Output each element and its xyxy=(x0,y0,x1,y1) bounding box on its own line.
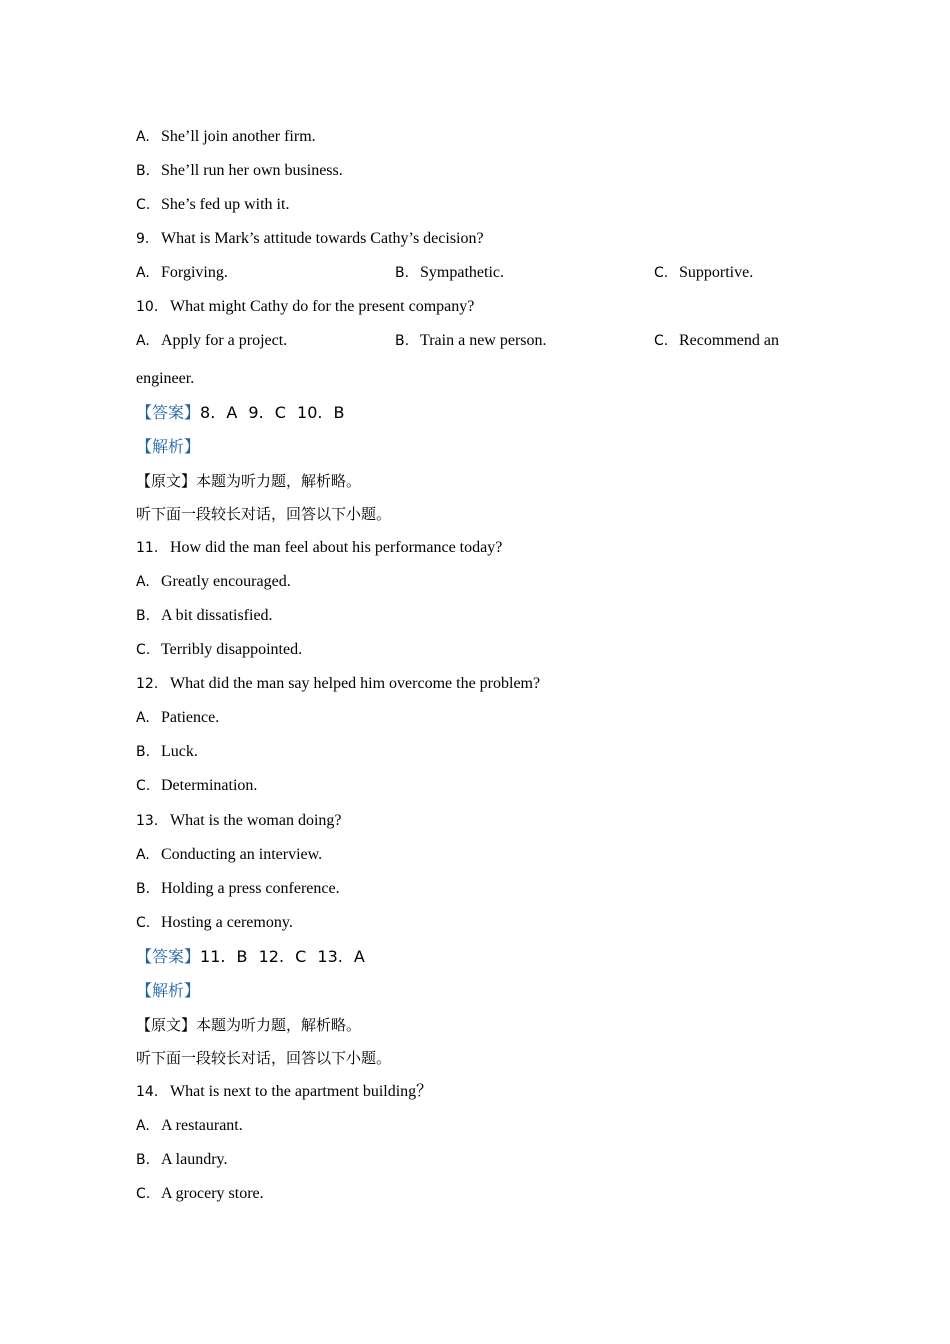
q10-question xyxy=(136,297,474,317)
original-text-note: 【原文】本题为听力题，解析略。 xyxy=(136,1016,362,1034)
q12-option-c xyxy=(136,776,257,796)
question-text: What might Cathy do for the present company? xyxy=(170,298,475,315)
option-text: Forgiving. xyxy=(161,264,228,281)
option-text: Conducting an interview. xyxy=(161,846,323,863)
option-text: Holding a press conference. xyxy=(161,880,340,897)
option-text: Sympathetic. xyxy=(420,264,504,281)
q9-question xyxy=(136,229,484,249)
option-label: B. xyxy=(136,881,151,897)
option-label: C. xyxy=(136,197,151,213)
question-text: How did the man feel about his performance today? xyxy=(170,539,503,556)
question-text: What is next to the apartment building？ xyxy=(170,1083,433,1100)
option-text: Luck. xyxy=(161,743,198,760)
answer-tag: 【答案】 xyxy=(136,403,201,422)
option-label: B. xyxy=(136,163,151,179)
q8-option-c xyxy=(136,195,289,215)
option-label: B. xyxy=(395,265,410,281)
option-label: C. xyxy=(136,642,151,658)
option-text: She’ll join another firm. xyxy=(161,128,316,145)
option-label: C. xyxy=(136,1186,151,1202)
option-text: Greatly encouraged. xyxy=(161,573,291,590)
q8-option-b xyxy=(136,161,343,181)
option-text: Terribly disappointed. xyxy=(161,641,303,658)
question-text: What is the woman doing? xyxy=(170,812,342,829)
option-text: Hosting a ceremony. xyxy=(161,914,293,931)
q10-option-a xyxy=(136,331,287,351)
option-text: A laundry. xyxy=(161,1151,228,1168)
q9-option-c xyxy=(654,263,753,283)
question-number: 13. xyxy=(136,813,159,829)
option-label: A. xyxy=(136,710,150,726)
answer-tag: 【答案】 xyxy=(136,947,201,966)
q11-option-a xyxy=(136,572,291,592)
option-label: A. xyxy=(136,129,150,145)
section-intro: 听下面一段较长对话，回答以下小题。 xyxy=(136,505,392,523)
question-number: 10. xyxy=(136,299,159,315)
option-label: B. xyxy=(136,744,151,760)
q12-question xyxy=(136,674,540,694)
option-label: A. xyxy=(136,1118,150,1134)
q9-option-b xyxy=(395,263,504,283)
q11-question xyxy=(136,538,502,558)
option-label: C. xyxy=(654,265,669,281)
q9-option-a xyxy=(136,263,228,283)
q13-option-a xyxy=(136,845,322,865)
question-number: 14. xyxy=(136,1084,159,1100)
q13-option-c xyxy=(136,913,293,933)
option-label: B. xyxy=(136,608,151,624)
option-label: A. xyxy=(136,265,150,281)
q14-question xyxy=(136,1082,432,1102)
option-text: She’ll run her own business. xyxy=(161,162,343,179)
option-label: C. xyxy=(654,333,669,349)
option-text: Supportive. xyxy=(679,264,754,281)
analysis-tag: 【解析】 xyxy=(136,981,201,1000)
analysis-tag: 【解析】 xyxy=(136,437,201,456)
question-text: What did the man say helped him overcome the problem? xyxy=(170,675,541,692)
analysis-line xyxy=(136,437,200,458)
option-label: A. xyxy=(136,847,150,863)
option-label: C. xyxy=(136,915,151,931)
option-label: B. xyxy=(395,333,410,349)
q10-option-c-continuation: engineer. xyxy=(136,370,195,387)
option-text: Recommend an xyxy=(679,332,779,349)
q14-option-a xyxy=(136,1116,243,1136)
option-text: Determination. xyxy=(161,777,258,794)
q12-option-b xyxy=(136,742,198,762)
option-text: A bit dissatisfied. xyxy=(161,607,273,624)
q12-option-a xyxy=(136,708,219,728)
q14-option-b xyxy=(136,1150,228,1170)
answer-value: 8. A 9. C 10. B xyxy=(200,403,345,422)
answer-line xyxy=(136,947,365,968)
q13-question xyxy=(136,811,342,831)
q11-option-c xyxy=(136,640,302,660)
q14-option-c xyxy=(136,1184,264,1204)
option-text: She’s fed up with it. xyxy=(161,196,290,213)
q10-option-c xyxy=(654,331,779,351)
option-text: Train a new person. xyxy=(420,332,547,349)
q10-option-b xyxy=(395,331,547,351)
option-text: Apply for a project. xyxy=(161,332,288,349)
question-number: 11. xyxy=(136,540,159,556)
question-number: 9. xyxy=(136,231,150,247)
question-text: What is Mark’s attitude towards Cathy’s decision? xyxy=(161,230,484,247)
option-text: Patience. xyxy=(161,709,220,726)
answer-line xyxy=(136,403,345,424)
question-number: 12. xyxy=(136,676,159,692)
option-label: A. xyxy=(136,333,150,349)
option-label: C. xyxy=(136,778,151,794)
analysis-line xyxy=(136,981,200,1002)
q8-option-a xyxy=(136,127,316,147)
answer-value: 11. B 12. C 13. A xyxy=(200,947,365,966)
original-text-note: 【原文】本题为听力题，解析略。 xyxy=(136,472,362,490)
section-intro: 听下面一段较长对话，回答以下小题。 xyxy=(136,1049,392,1067)
q11-option-b xyxy=(136,606,273,626)
q13-option-b xyxy=(136,879,340,899)
option-label: B. xyxy=(136,1152,151,1168)
option-label: A. xyxy=(136,574,150,590)
option-text: A grocery store. xyxy=(161,1185,264,1202)
option-text: A restaurant. xyxy=(161,1117,243,1134)
